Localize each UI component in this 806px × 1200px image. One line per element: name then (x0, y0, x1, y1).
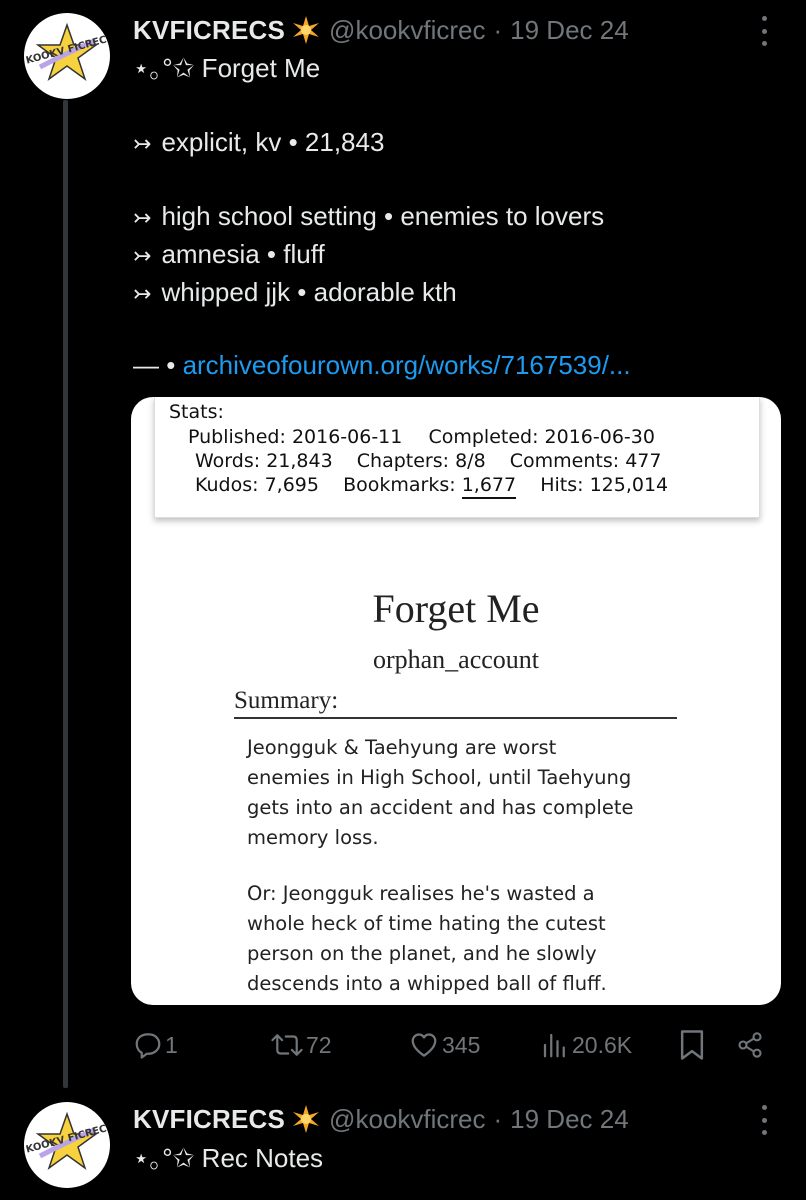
reply-count: 1 (165, 1031, 178, 1058)
author-name[interactable]: KVFICRECS (133, 14, 286, 45)
words-label: Words: (195, 450, 261, 472)
tweet-title: ⋆｡°✩ Rec Notes (133, 1143, 324, 1173)
post-date[interactable]: 19 Dec 24 (510, 14, 629, 45)
author-avatar[interactable] (24, 13, 110, 99)
tweet-line-rating (133, 124, 384, 162)
tweet-link-line (133, 347, 631, 383)
work-author: orphan_account (372, 645, 540, 674)
summary-line: whole heck of time hating the cutest (247, 912, 606, 935)
author-avatar[interactable] (24, 1102, 110, 1188)
reply-button[interactable] (133, 1028, 178, 1062)
views-button[interactable] (540, 1028, 632, 1062)
bookmarks-value: 1,677 (462, 474, 516, 499)
words-value: 21,843 (266, 450, 333, 472)
line-text: amnesia • fluff (161, 239, 325, 269)
avatar-logo-icon (24, 19, 108, 93)
arrow-icon: ↣ (133, 205, 152, 230)
tweet-title: ⋆｡°✩ Forget Me (133, 53, 321, 83)
stats-row-3 (195, 474, 668, 496)
share-icon (736, 1030, 764, 1060)
author-name[interactable]: KVFICRECS (133, 1103, 286, 1134)
views-count: 20.6K (572, 1031, 633, 1058)
hits-value: 125,014 (589, 474, 669, 496)
arrow-icon: ↣ (133, 243, 152, 268)
bookmark-icon (678, 1029, 706, 1061)
reply-icon (133, 1030, 163, 1060)
share-button[interactable] (736, 1028, 764, 1062)
svg-text:KOOKV FICREC: KOOKV FICREC (24, 34, 108, 67)
hits-label: Hits: (540, 474, 584, 496)
heart-icon (408, 1030, 440, 1060)
published-value: 2016-06-11 (291, 426, 403, 448)
kudos-label: Kudos: (195, 474, 259, 496)
separator-dot: · (493, 1103, 503, 1134)
work-link[interactable]: archiveofourown.org/works/7167539/... (182, 350, 631, 380)
summary-line: descends into a whipped ball of fluff. (247, 972, 607, 995)
summary-line: memory loss. (247, 826, 379, 849)
summary-heading: Summary: (234, 687, 677, 719)
tweet-header (133, 10, 629, 50)
arrow-icon: ↣ (133, 281, 152, 306)
tweet-line-tags-3 (133, 274, 457, 312)
attached-image[interactable] (131, 397, 781, 1005)
arrow-icon: ↣ (133, 131, 152, 156)
line-text: explicit, kv • 21,843 (161, 127, 385, 157)
author-handle[interactable]: @kookvficrec (329, 14, 486, 45)
views-icon (540, 1030, 570, 1060)
stats-row-2 (195, 450, 661, 472)
line-text: high school setting • enemies to lovers (161, 201, 605, 231)
completed-value: 2016-06-30 (544, 426, 655, 448)
stats-row-1 (188, 426, 655, 448)
summary-line: Or: Jeongguk realises he's wasted a (247, 882, 595, 905)
comments-label: Comments: (509, 450, 620, 472)
line-text: whipped jjk • adorable kth (161, 277, 457, 307)
summary-line: person on the planet, and he slowly (247, 942, 597, 965)
svg-text:KOOKV FICREC: KOOKV FICREC (24, 1123, 108, 1156)
tweet-header (133, 1099, 629, 1139)
bookmarks-label: Bookmarks: (343, 474, 456, 496)
avatar-logo-icon (24, 1108, 108, 1182)
repost-count: 72 (306, 1031, 332, 1058)
stats-box (154, 397, 760, 518)
stats-label: Stats: (169, 401, 224, 423)
more-dots-icon[interactable] (760, 16, 768, 46)
sparkle-badge-icon (291, 1104, 321, 1134)
completed-label: Completed: (428, 426, 539, 448)
summary-paragraph-1 (247, 733, 667, 853)
link-prefix: — • (133, 350, 176, 380)
sparkle-badge-icon (291, 15, 321, 45)
tweet-line-tags-1 (133, 198, 604, 236)
summary-paragraph-2 (247, 879, 667, 999)
tweet-line-tags-2 (133, 236, 325, 274)
bookmark-button[interactable] (678, 1028, 706, 1062)
chapters-label: Chapters: (356, 450, 450, 472)
separator-dot: · (493, 14, 503, 45)
chapters-value: 8/8 (455, 450, 486, 472)
thread-connector-line (63, 100, 68, 1088)
summary-line: enemies in High School, until Taehyung (247, 766, 632, 789)
work-title: Forget Me (372, 586, 540, 631)
post-date[interactable]: 19 Dec 24 (510, 1103, 629, 1134)
kudos-value: 7,695 (264, 474, 319, 496)
like-button[interactable] (408, 1028, 480, 1062)
summary-line: gets into an accident and has complete (247, 796, 634, 819)
like-count: 345 (442, 1031, 481, 1058)
summary-line: Jeongguk & Taehyung are worst (247, 736, 557, 759)
repost-icon (270, 1030, 304, 1060)
more-dots-icon[interactable] (760, 1105, 768, 1135)
comments-value: 477 (625, 450, 662, 472)
published-label: Published: (188, 426, 286, 448)
author-handle[interactable]: @kookvficrec (329, 1103, 486, 1134)
repost-button[interactable] (270, 1028, 332, 1062)
